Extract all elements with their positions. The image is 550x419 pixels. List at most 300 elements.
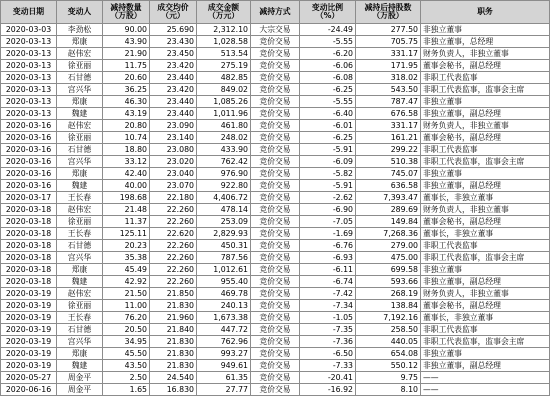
cell-method: 大宗交易 [251,24,300,36]
cell-holding-after: 676.58 [356,108,421,120]
table-row [1,372,550,384]
cell-date: 2020-03-19 [1,300,57,312]
cell-quantity: 76.20 [103,312,150,324]
cell-holding-after: 705.75 [356,36,421,48]
cell-method: 竞价交易 [251,360,300,372]
cell-amount: 450.31 [197,240,251,252]
cell-change-ratio: -6.76 [300,240,356,252]
cell-holding-after: 654.08 [356,348,421,360]
header-date: 变动日期 [1,1,57,24]
cell-method: 竞价交易 [251,156,300,168]
cell-amount: 461.80 [197,120,251,132]
cell-avg-price: 21.840 [150,324,197,336]
cell-quantity: 43.19 [103,108,150,120]
cell-method: 竞价交易 [251,144,300,156]
cell-position: —— [421,384,550,396]
cell-avg-price: 22.180 [150,192,197,204]
cell-method: 竞价交易 [251,312,300,324]
cell-holding-after: 475.00 [356,252,421,264]
cell-person: 魏建 [57,360,103,372]
cell-amount: 275.19 [197,60,251,72]
cell-method: 竞价交易 [251,228,300,240]
cell-method: 竞价交易 [251,240,300,252]
table-row [1,312,550,324]
cell-avg-price: 21.830 [150,336,197,348]
cell-position: 董事长，非独立董事 [421,228,550,240]
cell-person: 周金平 [57,384,103,396]
cell-position: 非独立董事，副总经理 [421,276,550,288]
cell-avg-price: 24.540 [150,372,197,384]
cell-change-ratio: -6.09 [300,156,356,168]
cell-method: 竞价交易 [251,384,300,396]
cell-date: 2020-03-16 [1,132,57,144]
cell-position: 非独立董事，副总经理 [421,180,550,192]
cell-method: 竞价交易 [251,204,300,216]
cell-method: 竞价交易 [251,120,300,132]
table-row [1,108,550,120]
header-holding-after: 减持后持股数 （万股） [356,1,421,24]
table-row [1,324,550,336]
cell-change-ratio: -7.33 [300,360,356,372]
cell-avg-price: 23.420 [150,60,197,72]
cell-quantity: 20.50 [103,324,150,336]
cell-holding-after: 7,393.47 [356,192,421,204]
cell-person: 魏建 [57,276,103,288]
cell-person: 宫兴华 [57,252,103,264]
cell-method: 竞价交易 [251,132,300,144]
cell-person: 郑康 [57,168,103,180]
cell-method: 竞价交易 [251,36,300,48]
cell-position: 非独立董事 [421,24,550,36]
cell-method: 竞价交易 [251,84,300,96]
cell-avg-price: 23.440 [150,108,197,120]
cell-date: 2020-03-18 [1,240,57,252]
table-row [1,240,550,252]
cell-avg-price: 16.830 [150,384,197,396]
cell-date: 2020-03-16 [1,156,57,168]
cell-quantity: 90.00 [103,24,150,36]
table-row [1,144,550,156]
cell-date: 2020-03-13 [1,60,57,72]
cell-avg-price: 22.620 [150,228,197,240]
cell-change-ratio: -1.05 [300,312,356,324]
cell-change-ratio: -20.41 [300,372,356,384]
cell-holding-after: 149.84 [356,216,421,228]
cell-avg-price: 23.420 [150,84,197,96]
cell-avg-price: 21.830 [150,348,197,360]
table-row [1,84,550,96]
cell-method: 竞价交易 [251,180,300,192]
cell-change-ratio: -6.06 [300,60,356,72]
cell-holding-after: 268.19 [356,288,421,300]
cell-quantity: 1.65 [103,384,150,396]
cell-person: 徐亚丽 [57,216,103,228]
cell-amount: 762.42 [197,156,251,168]
cell-holding-after: 787.47 [356,96,421,108]
cell-change-ratio: -7.42 [300,288,356,300]
cell-person: 徐亚丽 [57,300,103,312]
header-row [1,1,550,24]
cell-amount: 976.90 [197,168,251,180]
cell-position: 非职工代表监事，监事会主席 [421,252,550,264]
cell-holding-after: 279.00 [356,240,421,252]
cell-date: 2020-03-18 [1,204,57,216]
cell-amount: 248.02 [197,132,251,144]
cell-amount: 61.35 [197,372,251,384]
cell-method: 竞价交易 [251,60,300,72]
cell-quantity: 198.68 [103,192,150,204]
cell-quantity: 21.50 [103,288,150,300]
cell-amount: 1,085.26 [197,96,251,108]
cell-method: 竞价交易 [251,372,300,384]
cell-amount: 955.40 [197,276,251,288]
cell-position: 财务负责人，非独立董事 [421,120,550,132]
cell-person: 赵伟宏 [57,48,103,60]
cell-avg-price: 22.260 [150,276,197,288]
cell-date: 2020-03-13 [1,96,57,108]
cell-date: 2020-03-18 [1,252,57,264]
cell-holding-after: 318.02 [356,72,421,84]
cell-method: 竞价交易 [251,108,300,120]
cell-quantity: 33.12 [103,156,150,168]
table-row [1,384,550,396]
cell-amount: 2,312.10 [197,24,251,36]
cell-person: 王长春 [57,192,103,204]
cell-method: 竞价交易 [251,216,300,228]
cell-quantity: 20.80 [103,120,150,132]
cell-holding-after: 636.58 [356,180,421,192]
cell-date: 2020-03-03 [1,24,57,36]
table-header [1,1,550,24]
cell-avg-price: 22.260 [150,240,197,252]
cell-avg-price: 21.850 [150,288,197,300]
header-person: 变动人 [57,1,103,24]
cell-quantity: 21.48 [103,204,150,216]
cell-holding-after: 7,268.36 [356,228,421,240]
cell-date: 2020-03-19 [1,324,57,336]
table-row [1,36,550,48]
cell-quantity: 11.37 [103,216,150,228]
cell-position: 非独立董事 [421,264,550,276]
cell-amount: 513.54 [197,48,251,60]
cell-position: 非独立董事，副总经理 [421,108,550,120]
cell-avg-price: 23.140 [150,132,197,144]
cell-person: 赵伟宏 [57,204,103,216]
cell-quantity: 43.50 [103,360,150,372]
table-row [1,216,550,228]
cell-quantity: 35.38 [103,252,150,264]
cell-holding-after: 510.38 [356,156,421,168]
cell-avg-price: 22.260 [150,264,197,276]
cell-holding-after: 7,192.16 [356,312,421,324]
cell-avg-price: 23.430 [150,36,197,48]
cell-change-ratio: -6.74 [300,276,356,288]
cell-date: 2020-03-16 [1,180,57,192]
cell-change-ratio: -6.11 [300,264,356,276]
cell-change-ratio: -24.49 [300,24,356,36]
cell-person: 王长春 [57,228,103,240]
cell-position: 非职工代表监事 [421,324,550,336]
cell-avg-price: 21.830 [150,300,197,312]
table-row [1,288,550,300]
cell-quantity: 46.30 [103,96,150,108]
cell-person: 徐亚丽 [57,60,103,72]
cell-position: 董事长，非独立董事 [421,192,550,204]
cell-holding-after: 138.84 [356,300,421,312]
cell-method: 竞价交易 [251,252,300,264]
cell-change-ratio: -7.34 [300,300,356,312]
table-row [1,360,550,372]
cell-quantity: 36.25 [103,84,150,96]
cell-person: 郑康 [57,348,103,360]
cell-amount: 1,012.61 [197,264,251,276]
cell-quantity: 21.90 [103,48,150,60]
cell-method: 竞价交易 [251,288,300,300]
cell-date: 2020-03-16 [1,168,57,180]
cell-position: 财务负责人，非独立董事 [421,288,550,300]
table-row [1,168,550,180]
cell-date: 2020-03-18 [1,264,57,276]
cell-quantity: 40.00 [103,180,150,192]
cell-holding-after: 299.22 [356,144,421,156]
cell-date: 2020-03-19 [1,336,57,348]
cell-amount: 27.77 [197,384,251,396]
cell-method: 竞价交易 [251,276,300,288]
header-quantity: 减持数量 （万股） [103,1,150,24]
cell-change-ratio: -16.92 [300,384,356,396]
cell-avg-price: 23.440 [150,96,197,108]
cell-amount: 993.27 [197,348,251,360]
cell-change-ratio: -7.35 [300,324,356,336]
cell-amount: 762.96 [197,336,251,348]
cell-person: 郑康 [57,264,103,276]
table-row [1,180,550,192]
cell-change-ratio: -6.08 [300,72,356,84]
cell-date: 2020-03-19 [1,360,57,372]
table-row [1,156,550,168]
cell-position: 财务负责人，非独立董事 [421,48,550,60]
cell-amount: 922.80 [197,180,251,192]
cell-position: 非职工代表监事，监事会主席 [421,336,550,348]
cell-person: 周金平 [57,372,103,384]
cell-quantity: 42.92 [103,276,150,288]
cell-holding-after: 543.50 [356,84,421,96]
table-row [1,96,550,108]
cell-person: 魏建 [57,108,103,120]
cell-amount: 447.72 [197,324,251,336]
cell-change-ratio: -5.82 [300,168,356,180]
cell-person: 宫兴华 [57,156,103,168]
cell-person: 王长春 [57,312,103,324]
cell-quantity: 20.23 [103,240,150,252]
header-amount: 成交金额 （万元） [197,1,251,24]
cell-amount: 433.90 [197,144,251,156]
cell-amount: 1,028.58 [197,36,251,48]
cell-holding-after: 289.69 [356,204,421,216]
cell-quantity: 45.49 [103,264,150,276]
cell-quantity: 10.74 [103,132,150,144]
cell-method: 竞价交易 [251,264,300,276]
cell-person: 宫兴华 [57,336,103,348]
table-row [1,132,550,144]
cell-position: 董事会秘书，副总经理 [421,216,550,228]
table-row [1,336,550,348]
table-body [1,24,550,396]
cell-amount: 482.85 [197,72,251,84]
cell-change-ratio: -5.55 [300,36,356,48]
cell-change-ratio: -6.50 [300,348,356,360]
cell-quantity: 11.00 [103,300,150,312]
cell-avg-price: 22.260 [150,204,197,216]
cell-holding-after: 8.10 [356,384,421,396]
cell-date: 2020-03-19 [1,348,57,360]
cell-date: 2020-03-18 [1,276,57,288]
cell-holding-after: 440.05 [356,336,421,348]
cell-position: 非独立董事，副总经理 [421,360,550,372]
cell-person: 石甘德 [57,240,103,252]
cell-position: —— [421,372,550,384]
cell-position: 非职工代表监事，监事会主席 [421,156,550,168]
table-row [1,72,550,84]
cell-quantity: 11.75 [103,60,150,72]
cell-method: 竞价交易 [251,168,300,180]
table-row [1,24,550,36]
cell-date: 2020-05-27 [1,372,57,384]
cell-holding-after: 550.12 [356,360,421,372]
cell-method: 竞价交易 [251,48,300,60]
cell-quantity: 125.11 [103,228,150,240]
cell-date: 2020-03-13 [1,72,57,84]
cell-avg-price: 23.440 [150,72,197,84]
cell-position: 董事会秘书，副总经理 [421,60,550,72]
cell-person: 郑康 [57,96,103,108]
header-avg-price: 成交均价 （元） [150,1,197,24]
cell-amount: 478.14 [197,204,251,216]
cell-change-ratio: -5.55 [300,96,356,108]
cell-date: 2020-03-13 [1,84,57,96]
cell-position: 非职工代表监事，监事会主席 [421,84,550,96]
cell-position: 财务负责人，非独立董事 [421,204,550,216]
cell-change-ratio: -2.62 [300,192,356,204]
cell-date: 2020-06-16 [1,384,57,396]
cell-person: 魏建 [57,180,103,192]
cell-change-ratio: -1.69 [300,228,356,240]
cell-person: 石甘德 [57,324,103,336]
cell-avg-price: 23.080 [150,144,197,156]
cell-holding-after: 161.21 [356,132,421,144]
cell-amount: 253.09 [197,216,251,228]
cell-quantity: 42.40 [103,168,150,180]
cell-avg-price: 23.020 [150,156,197,168]
table-row [1,348,550,360]
cell-position: 非独立董事 [421,96,550,108]
table-row [1,48,550,60]
table-row [1,300,550,312]
cell-holding-after: 745.07 [356,168,421,180]
cell-quantity: 2.50 [103,372,150,384]
table-row [1,60,550,72]
table-row [1,252,550,264]
cell-method: 竞价交易 [251,72,300,84]
cell-position: 非独立董事，总经理 [421,36,550,48]
cell-position: 董事会秘书，副总经理 [421,132,550,144]
cell-avg-price: 23.040 [150,168,197,180]
cell-person: 徐亚丽 [57,132,103,144]
cell-change-ratio: -6.93 [300,252,356,264]
cell-person: 宫兴华 [57,84,103,96]
cell-position: 非独立董事 [421,348,550,360]
cell-date: 2020-03-17 [1,192,57,204]
cell-avg-price: 23.090 [150,120,197,132]
table-row [1,192,550,204]
table-row [1,276,550,288]
cell-date: 2020-03-16 [1,144,57,156]
cell-amount: 240.13 [197,300,251,312]
cell-avg-price: 23.450 [150,48,197,60]
cell-position: 董事会秘书，副总经理 [421,300,550,312]
cell-date: 2020-03-18 [1,228,57,240]
header-position: 职务 [421,1,550,24]
table-row [1,120,550,132]
cell-person: 赵伟宏 [57,288,103,300]
cell-date: 2020-03-19 [1,312,57,324]
cell-method: 竞价交易 [251,96,300,108]
table-row [1,204,550,216]
cell-amount: 1,673.38 [197,312,251,324]
cell-change-ratio: -6.25 [300,132,356,144]
cell-position: 非职工代表监事 [421,72,550,84]
cell-amount: 469.78 [197,288,251,300]
cell-change-ratio: -6.01 [300,120,356,132]
cell-date: 2020-03-13 [1,48,57,60]
cell-holding-after: 331.17 [356,120,421,132]
cell-change-ratio: -6.20 [300,48,356,60]
cell-amount: 4,406.72 [197,192,251,204]
cell-method: 竞价交易 [251,336,300,348]
table-row [1,264,550,276]
cell-method: 竞价交易 [251,300,300,312]
cell-avg-price: 22.260 [150,216,197,228]
cell-amount: 787.56 [197,252,251,264]
cell-change-ratio: -7.05 [300,216,356,228]
cell-date: 2020-03-19 [1,288,57,300]
cell-amount: 1,011.96 [197,108,251,120]
cell-date: 2020-03-16 [1,120,57,132]
cell-position: 非职工代表监事 [421,240,550,252]
cell-amount: 849.02 [197,84,251,96]
table-row [1,228,550,240]
cell-date: 2020-03-18 [1,216,57,228]
cell-avg-price: 25.690 [150,24,197,36]
cell-avg-price: 21.830 [150,360,197,372]
cell-holding-after: 331.17 [356,48,421,60]
cell-holding-after: 171.95 [356,60,421,72]
cell-holding-after: 258.50 [356,324,421,336]
cell-person: 赵伟宏 [57,120,103,132]
cell-holding-after: 277.50 [356,24,421,36]
cell-holding-after: 699.58 [356,264,421,276]
cell-amount: 2,829.93 [197,228,251,240]
cell-change-ratio: -5.91 [300,144,356,156]
cell-position: 董事长，非独立董事 [421,312,550,324]
cell-position: 非职工代表监事 [421,144,550,156]
cell-avg-price: 21.960 [150,312,197,324]
cell-person: 李劲松 [57,24,103,36]
cell-method: 竞价交易 [251,192,300,204]
cell-method: 竞价交易 [251,348,300,360]
cell-person: 石甘德 [57,144,103,156]
cell-quantity: 34.95 [103,336,150,348]
